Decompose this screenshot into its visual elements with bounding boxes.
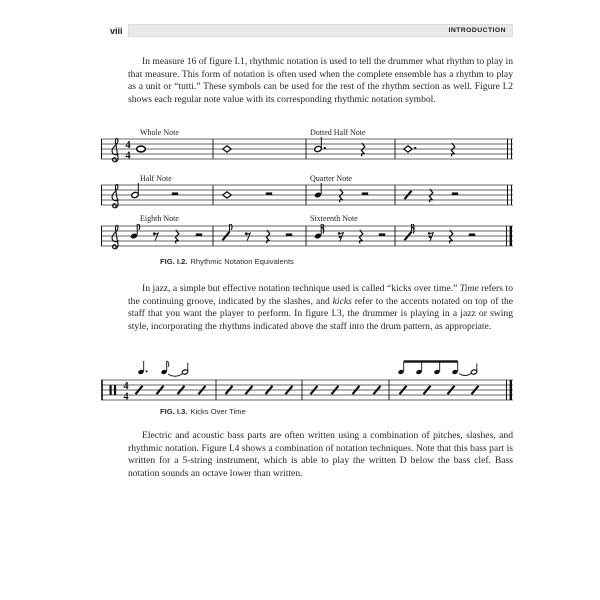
- kick-rhythm-measure-4: [398, 360, 478, 375]
- figure-caption-i3-text: Kicks Over Time: [190, 407, 246, 416]
- staff-half-and-quarter: [101, 183, 513, 211]
- svg-text:4: 4: [123, 380, 129, 392]
- label-quarter-note: Quarter Note: [310, 174, 352, 183]
- term-kicks: kicks: [332, 295, 352, 307]
- figure-caption-i2-text: Rhythmic Notation Equivalents: [190, 257, 294, 266]
- label-eighth-note: Eighth Note: [140, 214, 179, 223]
- measure-dotted-half: [314, 137, 365, 156]
- paragraph-2-text: refer to the accents notated on top of the staff that you want the player to perform. In figure I.3, the drummer is playing in a jazz or swing style, incorporating the rhythms indicated above the staff into the drum pattern, as appropriate.: [128, 295, 514, 332]
- treble-clef-icon: [112, 138, 118, 161]
- treble-clef-icon: [112, 225, 118, 248]
- measure-rhythmic-sixteenth: [405, 224, 476, 243]
- staff-whole-and-dotted-half: [101, 137, 513, 165]
- label-half-note: Half Note: [140, 174, 172, 183]
- figure-caption-i3: [160, 407, 246, 416]
- measure-sixteenth-note: [314, 224, 385, 243]
- label-sixteenth-note: Sixteenth Note: [310, 214, 358, 223]
- measure-quarter-note: [314, 183, 368, 202]
- term-time: Time: [459, 283, 479, 294]
- measure-rhythmic-eighth: [223, 224, 293, 243]
- page-number: viii: [110, 25, 123, 36]
- figure-caption-i2: [160, 257, 294, 266]
- paragraph-rhythmic-notation: In measure 16 of figure I.1, rhythmic notation is used to tell the drummer what rhythm to play in that measure. This form of notation is often used when the complete ensemble has a rhythm to play as a unit or “tutti.” These symbols can be used for the rest of the rhythm section as well. Figure I.2 shows each regular note value with its corresponding rhythmic notation symbol.: [128, 56, 513, 105]
- figure-caption-i3-label: FIG. I.3.: [160, 407, 188, 416]
- label-whole-note: Whole Note: [140, 128, 179, 137]
- measure-rhythmic-whole: [223, 146, 231, 152]
- time-signature: [125, 140, 131, 162]
- paragraph-2-text: In jazz, a simple but effective notation technique used is called “kicks over time.”: [142, 283, 460, 294]
- header-bar: [128, 24, 513, 37]
- treble-clef-icon: [112, 184, 118, 207]
- label-dotted-half-note: Dotted Half Note: [310, 128, 366, 137]
- paragraph-2-text: refers to the continuing groove, indicated by the slashes, and: [128, 283, 513, 307]
- measure-eighth-note: [130, 224, 202, 243]
- staff-eighth-and-sixteenth: [101, 224, 513, 252]
- figure-caption-i2-label: FIG. I.2.: [160, 257, 188, 266]
- staff-kicks-over-time: [101, 356, 513, 404]
- kick-rhythm-measure-1: [138, 361, 189, 376]
- staff-lines: [101, 185, 513, 205]
- paragraph-bass-parts: Electric and acoustic bass parts are often written using a combination of pitches, slashes, and rhythmic notation. Figure I.4 shows a combination of notation techniques. Note that this bass part is written for a 5-string instrument, which is able to play the written D below the bass clef. Bass notation sounds an octave lower than written.: [128, 430, 513, 479]
- svg-text:4: 4: [125, 150, 131, 162]
- measure-whole-note: [137, 146, 146, 152]
- svg-text:4: 4: [125, 139, 131, 151]
- svg-text:4: 4: [123, 391, 129, 403]
- paragraph-kicks-over-time: [128, 283, 513, 333]
- time-signature: [123, 381, 129, 403]
- chapter-title: INTRODUCTION: [448, 27, 506, 34]
